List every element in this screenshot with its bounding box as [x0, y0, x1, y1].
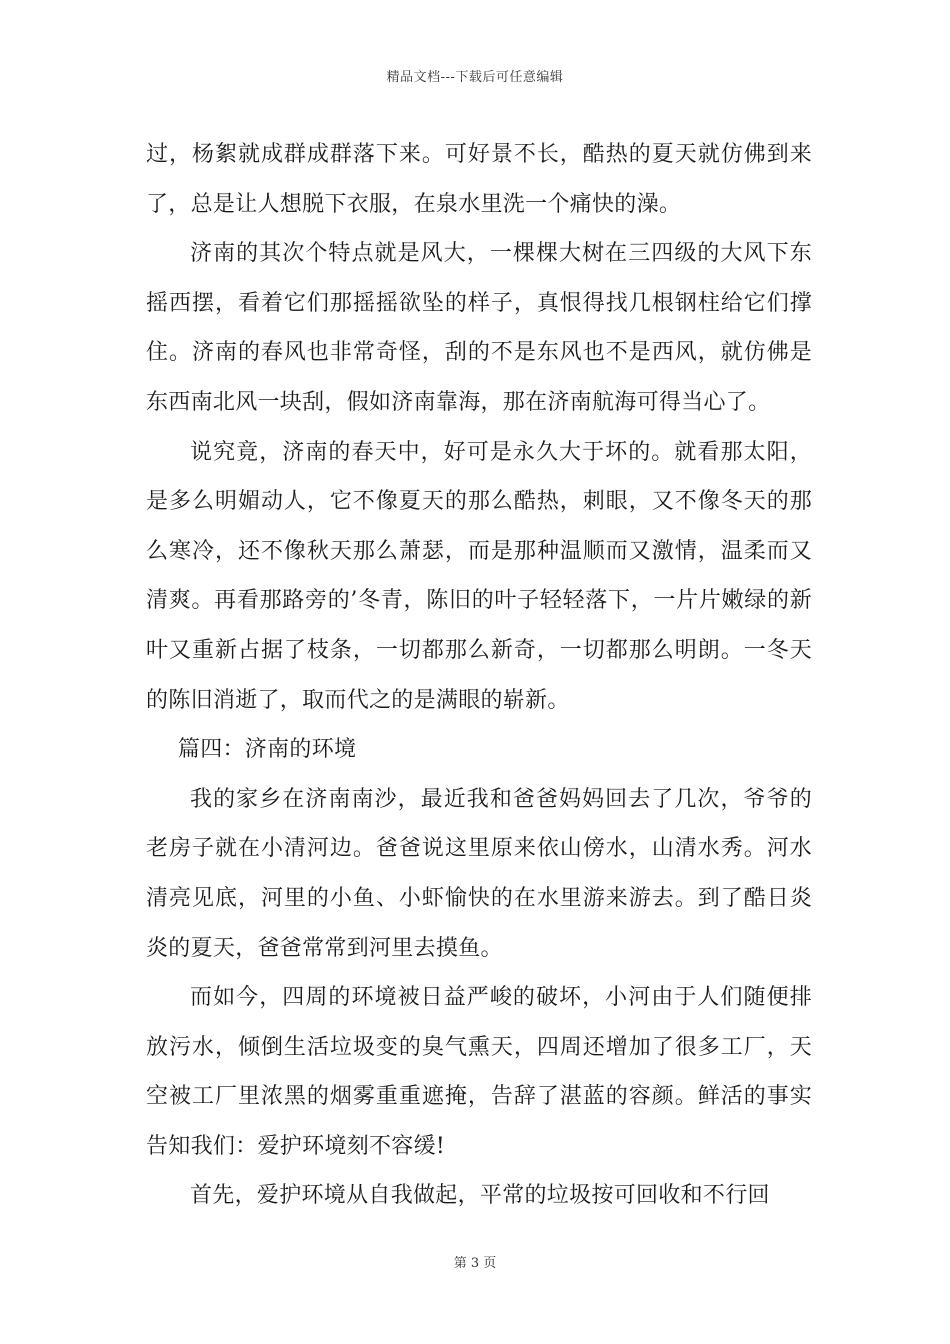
- paragraph-6: 首先，爱护环境从自我做起，平常的垃圾按可回收和不行回: [190, 1183, 770, 1209]
- paragraph-1: 过，杨絮就成群成群落下来。可好景不长，酷热的夏天就仿佛到来了，总是让人想脱下衣服，在泉水里洗一个痛快的澡。: [146, 142, 812, 217]
- paragraph-2: 济南的其次个特点就是风大，一棵棵大树在三四级的大风下东摇西摆，看着它们那摇摇欲坠的样子，真恨得找几根钢柱给它们撑住。济南的春风也非常奇怪，刮的不是东风也不是西风，就仿佛是东西南北风一块刮，假如济南靠海，那在济南航海可得当心了。: [146, 241, 812, 415]
- page-footer: [0, 1252, 950, 1271]
- section-heading: 篇四：济南的环境: [177, 737, 357, 763]
- page-number: 3: [470, 1256, 480, 1271]
- paragraph-4: 我的家乡在济南南沙，最近我和爸爸妈妈回去了几次，爷爷的老房子就在小清河边。爸爸说这里原来依山傍水，山清水秀。河水清亮见底，河里的小鱼、小虾愉快的在水里游来游去。到了酷日炎炎的夏天，爸爸常常到河里去摸鱼。: [146, 786, 812, 961]
- paragraph-5: 而如今，四周的环境被日益严峻的破坏，小河由于人们随便排放污水，倾倒生活垃圾变的臭气熏天，四周还增加了很多工厂，天空被工厂里浓黑的烟雾重重遮掩，告辞了湛蓝的容颜。鲜活的事实告知我们：爱护环境刻不容缓!: [146, 985, 812, 1159]
- paragraph-3: 说究竟，济南的春天中，好可是永久大于坏的。就看那太阳，是多么明媚动人，它不像夏天的那么酷热，刺眼，又不像冬天的那么寒冷，还不像秋天那么萧瑟，而是那种温顺而又激情，温柔而又清爽。再看那路旁的’冬青，陈旧的叶子轻轻落下，一片片嫩绿的新叶又重新占据了枝条，一切都那么新奇，一切都那么明朗。一冬天的陈旧消逝了，取而代之的是满眼的崭新。: [146, 439, 812, 713]
- page-label-prefix: 第: [453, 1256, 467, 1271]
- page-header: 精品文档---下载后可任意编辑: [386, 70, 564, 85]
- page-label-suffix: 页: [483, 1256, 497, 1271]
- body-text: [146, 130, 812, 1221]
